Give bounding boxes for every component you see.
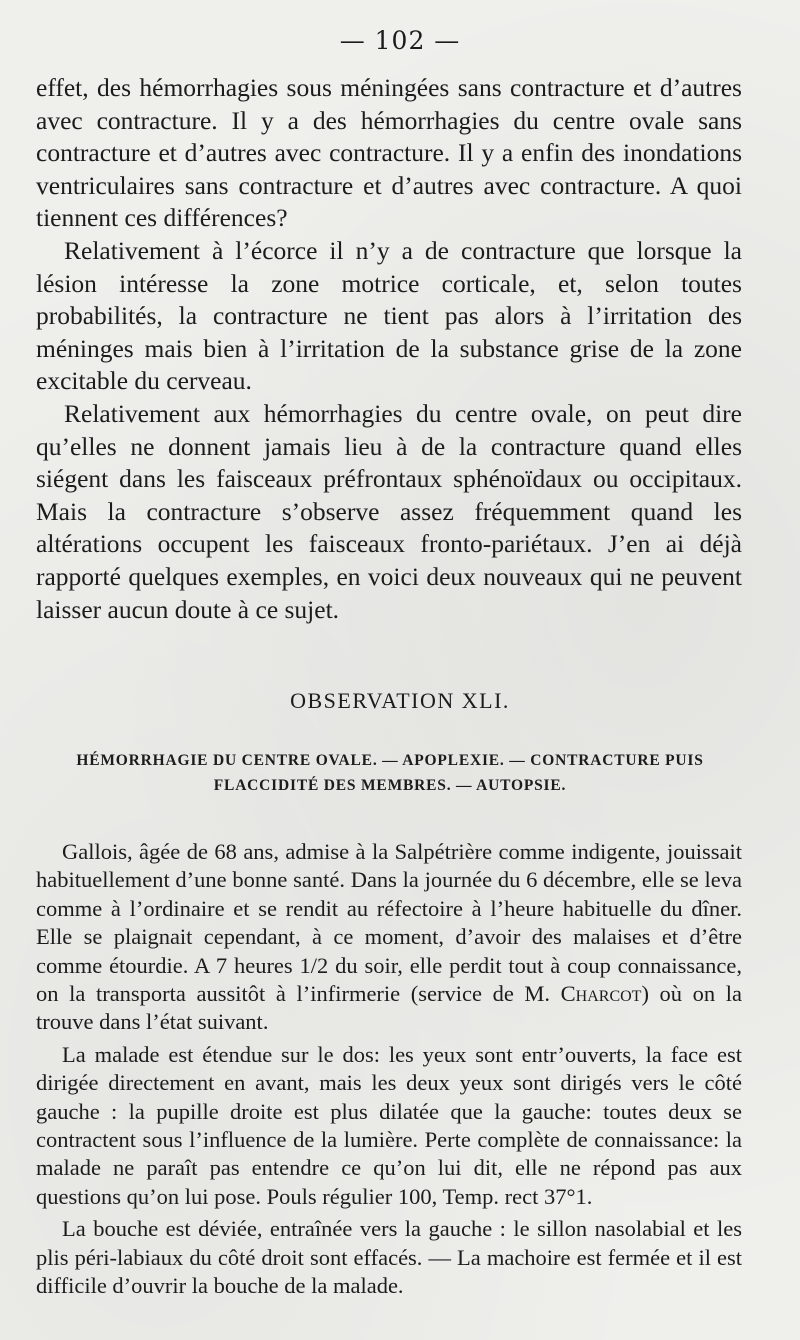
case-paragraph-1-start: Gallois, âgée de 68 ans, admise à la Salpétrière comme indigente, jouissait habituellement d’une bonne santé. Dans la journée du 6 décembre, elle se leva comme à l’ordinaire et se rendit au réfectoire à l’heure habituelle du dîner. Elle se plaignait cependant, à ce moment, d’avoir des malaises et d’être comme étourdie. A 7 heures 1/2 du soir, elle perdit tout à coup connaissance, on la transporta aussitôt à l’infirmerie (service de M. bbox=[36, 839, 742, 1007]
observation-subtitle: HÉMORRHAGIE DU CENTRE OVALE. — APOPLEXIE. — CONTRACTURE PUIS FLACCIDITÉ DES MEMBRES. — AUTOPSIE. bbox=[76, 752, 704, 794]
physician-name: Charcot bbox=[560, 981, 642, 1007]
page-number: — 102 — bbox=[339, 26, 461, 55]
case-paragraph-1 bbox=[36, 838, 742, 1037]
paragraph-2: Relativement à l’écorce il n’y a de contracture que lorsque la lésion intéresse la zone motrice corticale, et, selon toutes probabilités, la contracture ne tient pas alors à l’irritation des méninges mais bien à l’irritation de la substance grise de la zone excitable du cerveau. bbox=[36, 235, 742, 396]
paragraph-1: effet, des hémorrhagies sous méningées sans contracture et d’autres avec contracture. Il y a des hémorrhagies du centre ovale sans contracture et d’autres avec contracture. Il y a enfin des inondations ventriculaires sans contracture et d’autres avec contracture. A quoi tiennent ces différences? bbox=[36, 73, 742, 233]
paragraph-3: Relativement aux hémorrhagies du centre ovale, on peut dire qu’elles ne donnent jamais lieu à de la contracture quand elles siégent dans les faisceaux préfrontaux sphénoïdaux ou occipitaux. Mais la contracture s’observe assez fréquemment quand les altérations occupent les faisceaux fronto-pariétaux. J’en ai déjà rapporté quelques exemples, en voici deux nouveaux qui ne peuvent laisser aucun doute à ce sujet. bbox=[36, 398, 742, 624]
case-paragraph-3: La bouche est déviée, entraînée vers la gauche : le sillon nasolabial et les plis péri-labiaux du côté droit sont effacés. — La machoire est fermée et il est difficile d’ouvrir la bouche de la malade. bbox=[36, 1216, 742, 1299]
case-paragraph-1-end: ) où on la trouve dans l’état suivant. bbox=[36, 981, 742, 1035]
main-text bbox=[36, 72, 742, 626]
observation-title: OBSERVATION XLI. bbox=[290, 688, 510, 713]
case-report bbox=[36, 838, 742, 1305]
case-paragraph-2: La malade est étendue sur le dos: les yeux sont entr’ouverts, la face est dirigée directement en avant, mais les deux yeux sont dirigés vers le côté gauche : la pupille droite est plus dilatée que la gauche: toutes deux se contractent sous l’influence de la lumière. Perte complète de connaissance: la malade ne paraît pas entendre ce qu’on lui dit, elle ne répond pas aux questions qu’on lui pose. Pouls régulier 100, Temp. rect 37°1. bbox=[36, 1041, 742, 1209]
